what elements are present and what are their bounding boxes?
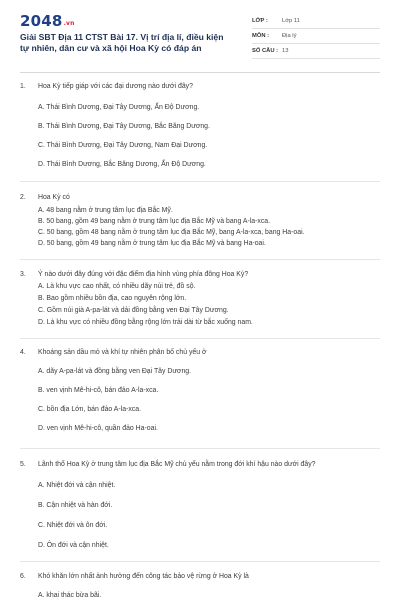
meta-row-class: [252, 14, 380, 29]
answer-option[interactable]: B. Bao gồm nhiều bồn địa, cao nguyên rộng lớn.: [38, 295, 187, 302]
answer-option[interactable]: A. Nhiệt đới và cận nhiệt.: [38, 482, 116, 489]
answer-option[interactable]: D. ven vịnh Mê-hi-cô, quần đảo Ha-oai.: [38, 425, 158, 432]
question-divider: [20, 561, 380, 562]
answer-option[interactable]: D. Là khu vực có nhiều đồng bằng rộng lớn trải dài từ bắc xuống nam.: [38, 319, 253, 326]
answer-option[interactable]: C. Thái Bình Dương, Đại Tây Dương, Nam Đại Dương.: [38, 142, 208, 149]
meta-label: MÔN :: [252, 33, 270, 39]
question-stem: Hoa Kỳ tiếp giáp với các đại dương nào dưới đây?: [38, 83, 193, 90]
meta-table: [252, 14, 380, 59]
question-stem: Khoáng sản dầu mỏ và khí tự nhiên phân bố chủ yếu ở: [38, 349, 207, 356]
question-number: 2.: [20, 194, 26, 201]
question-number: 3.: [20, 271, 26, 278]
answer-option[interactable]: D. 50 bang, gồm 49 bang nằm ở trung tâm lục địa Bắc Mỹ và bang Ha-oai.: [38, 240, 266, 247]
question-stem: Ý nào dưới đây đúng với đặc điểm địa hình vùng phía đông Hoa Kỳ?: [38, 271, 249, 278]
answer-option[interactable]: B. ven vịnh Mê-hi-cô, bán đảo A-la-xca.: [38, 387, 159, 394]
answer-option[interactable]: B. Thái Bình Dương, Đại Tây Dương, Bắc Băng Dương.: [38, 123, 210, 130]
logo-suffix: .vn: [63, 20, 75, 27]
answer-option[interactable]: C. bồn địa Lớn, bán đảo A-la-xca.: [38, 406, 141, 413]
logo-text: 2048: [20, 12, 63, 30]
answer-option[interactable]: C. Gồm núi già A-pa-lát và dải đồng bằng ven Đại Tây Dương.: [38, 307, 229, 314]
meta-value: 13: [282, 48, 289, 54]
question-number: 4.: [20, 349, 26, 356]
meta-value: Địa lý: [282, 33, 297, 39]
question-stem: Lãnh thổ Hoa Kỳ ở trung tâm lục địa Bắc Mỹ chủ yếu nằm trong đới khí hậu nào dưới đây?: [38, 461, 316, 468]
question-stem: Hoa Kỳ có: [38, 194, 70, 201]
answer-option[interactable]: D. Thái Bình Dương, Bắc Băng Dương, Ấn Độ Dương.: [38, 161, 206, 168]
page-header: [0, 0, 400, 66]
meta-label: LỚP :: [252, 18, 268, 24]
meta-label: SỐ CÂU :: [252, 48, 279, 54]
question-divider: [20, 338, 380, 339]
meta-row-count: [252, 44, 380, 59]
meta-value: Lớp 11: [282, 18, 300, 24]
question-divider: [20, 259, 380, 260]
answer-option[interactable]: B. 50 bang, gồm 49 bang nằm ở trung tâm lục địa Bắc Mỹ và bang A-la-xca.: [38, 218, 271, 225]
answer-option[interactable]: D. Ôn đới và cận nhiệt.: [38, 542, 109, 549]
question-divider: [20, 181, 380, 182]
answer-option[interactable]: C. 50 bang, gồm 48 bang nằm ở trung tâm lục địa Bắc Mỹ, bang A-la-xca, bang Ha-oai.: [38, 229, 305, 236]
answer-option[interactable]: A. khai thác bừa bãi.: [38, 592, 102, 599]
answer-option[interactable]: A. Thái Bình Dương, Đại Tây Dương, Ấn Độ Dương.: [38, 104, 200, 111]
question-number: 5.: [20, 461, 26, 468]
meta-row-subject: [252, 29, 380, 44]
page-title: Giải SBT Địa 11 CTST Bài 17. Vị trí địa lí, điều kiện tự nhiên, dân cư và xã hội Hoa Kỳ có đáp án: [20, 32, 224, 53]
answer-option[interactable]: A. 48 bang nằm ở trung tâm lục địa Bắc Mỹ.: [38, 207, 173, 214]
answer-option[interactable]: A. Là khu vực cao nhất, có nhiều dãy núi trẻ, đồ sộ.: [38, 283, 196, 290]
question-number: 1.: [20, 83, 26, 90]
answer-option[interactable]: B. Cận nhiệt và hàn đới.: [38, 502, 113, 509]
site-logo[interactable]: [20, 12, 75, 30]
question-stem: Khó khăn lớn nhất ảnh hưởng đến công tác bảo vệ rừng ở Hoa Kỳ là: [38, 573, 249, 580]
header-divider: [20, 72, 380, 73]
question-divider: [20, 448, 380, 449]
answer-option[interactable]: C. Nhiệt đới và ôn đới.: [38, 522, 108, 529]
answer-option[interactable]: A. dãy A-pa-lát và đồng bằng ven Đại Tây Dương.: [38, 368, 192, 375]
question-number: 6.: [20, 573, 26, 580]
